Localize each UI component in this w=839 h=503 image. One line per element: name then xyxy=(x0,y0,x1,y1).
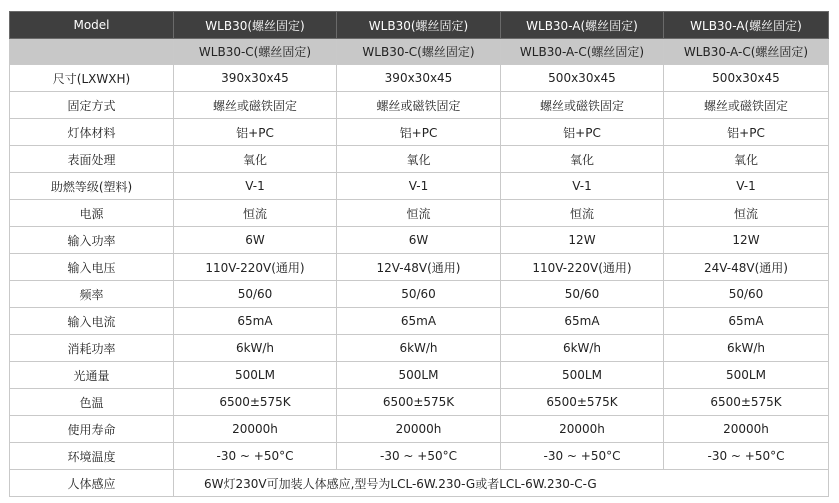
table-cell: 12W xyxy=(664,227,829,254)
row-label: 消耗功率 xyxy=(10,335,174,362)
header-model: WLB30(螺丝固定) xyxy=(337,12,501,39)
footer-row xyxy=(10,470,829,497)
table-cell: 恒流 xyxy=(501,200,664,227)
table-cell: 50/60 xyxy=(664,281,829,308)
table-row xyxy=(10,146,829,173)
row-label: 电源 xyxy=(10,200,174,227)
table-cell: 6kW/h xyxy=(174,335,337,362)
table-cell: 110V-220V(通用) xyxy=(501,254,664,281)
table-cell: 6500±575K xyxy=(337,389,501,416)
table-cell: 6kW/h xyxy=(501,335,664,362)
table-row xyxy=(10,119,829,146)
table-cell: 500x30x45 xyxy=(501,65,664,92)
table-cell: V-1 xyxy=(664,173,829,200)
table-cell: 50/60 xyxy=(174,281,337,308)
table-row xyxy=(10,335,829,362)
table-row xyxy=(10,65,829,92)
row-label: 尺寸(LXWXH) xyxy=(10,65,174,92)
table-cell: 12W xyxy=(501,227,664,254)
header-variant: WLB30-C(螺丝固定) xyxy=(337,39,501,65)
row-label: 频率 xyxy=(10,281,174,308)
table-cell: -30 ~ +50°C xyxy=(501,443,664,470)
table-cell: 500x30x45 xyxy=(664,65,829,92)
table-cell: 氧化 xyxy=(664,146,829,173)
table-cell: 65mA xyxy=(664,308,829,335)
table-cell: 氧化 xyxy=(174,146,337,173)
table-cell: 500LM xyxy=(337,362,501,389)
table-cell: 24V-48V(通用) xyxy=(664,254,829,281)
table-cell: 恒流 xyxy=(664,200,829,227)
table-cell: 氧化 xyxy=(501,146,664,173)
row-label: 输入电流 xyxy=(10,308,174,335)
table-row xyxy=(10,389,829,416)
table-row xyxy=(10,362,829,389)
header-row-models xyxy=(10,12,829,39)
table-cell: 6500±575K xyxy=(664,389,829,416)
table-cell: 500LM xyxy=(501,362,664,389)
table-cell: 氧化 xyxy=(337,146,501,173)
table-cell: 6kW/h xyxy=(664,335,829,362)
header-model-label: Model xyxy=(10,12,174,39)
table-cell: 6kW/h xyxy=(337,335,501,362)
table-row xyxy=(10,200,829,227)
table-cell: 65mA xyxy=(174,308,337,335)
table-cell: 65mA xyxy=(501,308,664,335)
table-cell: 螺丝或磁铁固定 xyxy=(174,92,337,119)
row-label: 固定方式 xyxy=(10,92,174,119)
row-label: 环境温度 xyxy=(10,443,174,470)
table-cell: V-1 xyxy=(174,173,337,200)
table-cell: 恒流 xyxy=(337,200,501,227)
table-cell: 螺丝或磁铁固定 xyxy=(664,92,829,119)
table-cell: 500LM xyxy=(664,362,829,389)
table-cell: 390x30x45 xyxy=(174,65,337,92)
motion-sensor-note: 6W灯230V可加装人体感应,型号为LCL-6W.230-G或者LCL-6W.230-C-G xyxy=(174,470,829,497)
row-label: 助燃等级(塑料) xyxy=(10,173,174,200)
row-label: 表面处理 xyxy=(10,146,174,173)
table-cell: 110V-220V(通用) xyxy=(174,254,337,281)
header-row-variants xyxy=(10,39,829,65)
table-cell: 12V-48V(通用) xyxy=(337,254,501,281)
table-row xyxy=(10,254,829,281)
row-label: 光通量 xyxy=(10,362,174,389)
table-cell: -30 ~ +50°C xyxy=(337,443,501,470)
table-cell: 20000h xyxy=(337,416,501,443)
table-row xyxy=(10,227,829,254)
table-cell: 50/60 xyxy=(337,281,501,308)
table-row xyxy=(10,308,829,335)
header-variant-empty xyxy=(10,39,174,65)
table-row xyxy=(10,92,829,119)
spec-table xyxy=(9,11,829,497)
table-row xyxy=(10,173,829,200)
table-row xyxy=(10,281,829,308)
table-cell: 65mA xyxy=(337,308,501,335)
table-cell: -30 ~ +50°C xyxy=(664,443,829,470)
row-label: 灯体材料 xyxy=(10,119,174,146)
table-cell: V-1 xyxy=(501,173,664,200)
spec-table-container xyxy=(9,11,829,497)
header-model: WLB30-A(螺丝固定) xyxy=(664,12,829,39)
row-label: 使用寿命 xyxy=(10,416,174,443)
table-cell: -30 ~ +50°C xyxy=(174,443,337,470)
table-cell: 20000h xyxy=(664,416,829,443)
table-cell: 螺丝或磁铁固定 xyxy=(501,92,664,119)
table-cell: 6500±575K xyxy=(501,389,664,416)
table-cell: 铝+PC xyxy=(501,119,664,146)
table-cell: 恒流 xyxy=(174,200,337,227)
table-cell: 铝+PC xyxy=(174,119,337,146)
row-label: 人体感应 xyxy=(10,470,174,497)
table-cell: 铝+PC xyxy=(664,119,829,146)
table-cell: 390x30x45 xyxy=(337,65,501,92)
header-variant: WLB30-C(螺丝固定) xyxy=(174,39,337,65)
table-row xyxy=(10,443,829,470)
header-variant: WLB30-A-C(螺丝固定) xyxy=(664,39,829,65)
row-label: 输入功率 xyxy=(10,227,174,254)
table-cell: V-1 xyxy=(337,173,501,200)
table-cell: 6W xyxy=(174,227,337,254)
table-cell: 500LM xyxy=(174,362,337,389)
table-cell: 20000h xyxy=(174,416,337,443)
header-variant: WLB30-A-C(螺丝固定) xyxy=(501,39,664,65)
table-cell: 6500±575K xyxy=(174,389,337,416)
table-row xyxy=(10,416,829,443)
table-cell: 铝+PC xyxy=(337,119,501,146)
table-cell: 50/60 xyxy=(501,281,664,308)
table-cell: 20000h xyxy=(501,416,664,443)
row-label: 色温 xyxy=(10,389,174,416)
row-label: 输入电压 xyxy=(10,254,174,281)
table-cell: 螺丝或磁铁固定 xyxy=(337,92,501,119)
header-model: WLB30(螺丝固定) xyxy=(174,12,337,39)
table-cell: 6W xyxy=(337,227,501,254)
header-model: WLB30-A(螺丝固定) xyxy=(501,12,664,39)
